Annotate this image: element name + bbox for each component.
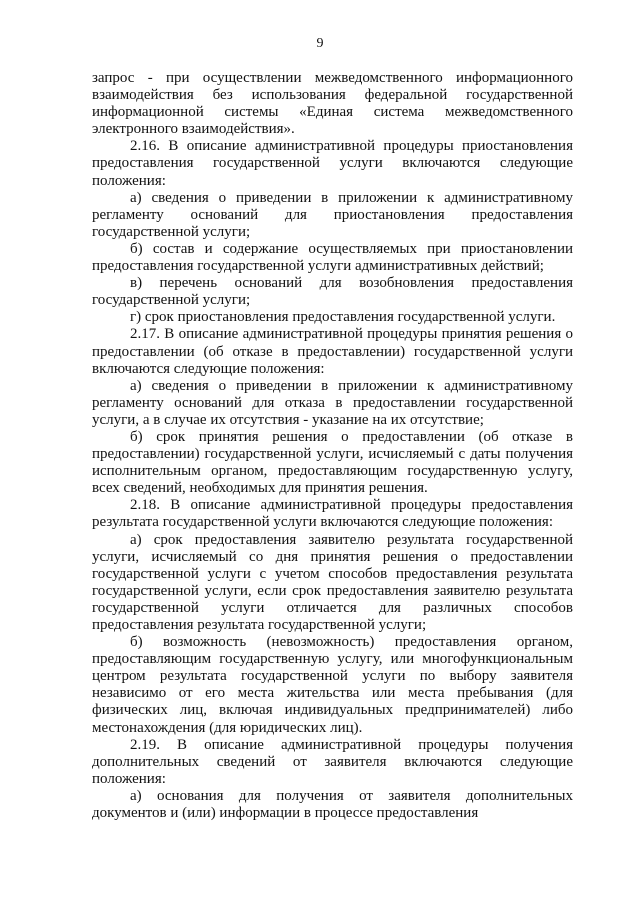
page-number: 9 [316,36,324,51]
paragraph-2-17-b: б) срок принятия решения о предоставлении (об отказе в предоставлении) государственной услуги, исчисляемый с даты получения исполнительным органом, предоставляющим государственную услугу, всех сведений, необходимых для принятия решения. [92,428,573,497]
paragraph-2-17: 2.17. В описание административной процедуры принятия решения о предоставлении (об отказе в предоставлении) государственной услуги включаются следующие положения: [92,326,573,377]
paragraph-2-18: 2.18. В описание административной процедуры предоставления результата государственной услуги включаются следующие положения: [92,497,573,531]
paragraph-2-16-g: г) срок приостановления предоставления государственной услуги. [130,309,556,326]
paragraph-2-18-b: б) возможность (невозможность) предоставления органом, предоставляющим государственную услугу, или многофункциональным центром результата государственной услуги по выбору заявителя независимо от его места жительства или места пребывания (для физических лиц, включая индивидуальных предпринимателей) либо местонахождения (для юридических лиц). [92,634,573,736]
paragraph-2-18-a: а) срок предоставления заявителю результата государственной услуги, исчисляемый со дня принятия решения о предоставлении государственной услуги с учетом способов предоставления результата государственной услуги, если срок предоставления заявителю результата государственной услуги отличается для различных способов предоставления результата государственной услуги; [92,531,573,633]
document-body [92,70,573,822]
paragraph-2-16-v: в) перечень оснований для возобновления предоставления государственной услуги; [92,275,573,309]
paragraph-2-19: 2.19. В описание административной процедуры получения дополнительных сведений от заявителя включаются следующие положения: [92,736,573,787]
paragraph-2-16: 2.16. В описание административной процедуры приостановления предоставления государственной услуги включаются следующие положения: [92,138,573,189]
paragraph-continuation: запрос - при осуществлении межведомственного информационного взаимодействия без использования федеральной государственной информационной системы «Единая система межведомственного электронного взаимодействия». [92,70,573,138]
paragraph-2-19-a: а) основания для получения от заявителя дополнительных документов и (или) информации в процессе предоставления [92,787,573,822]
paragraph-2-16-b: б) состав и содержание осуществляемых при приостановлении предоставления государственной услуги административных действий; [92,240,573,275]
paragraph-2-17-a: а) сведения о приведении в приложении к административному регламенту оснований для отказа в предоставлении государственной услуги, а в случае их отсутствия - указание на их отсутствие; [92,377,573,428]
paragraph-2-16-a: а) сведения о приведении в приложении к административному регламенту оснований для приостановления предоставления государственной услуги; [92,189,573,240]
